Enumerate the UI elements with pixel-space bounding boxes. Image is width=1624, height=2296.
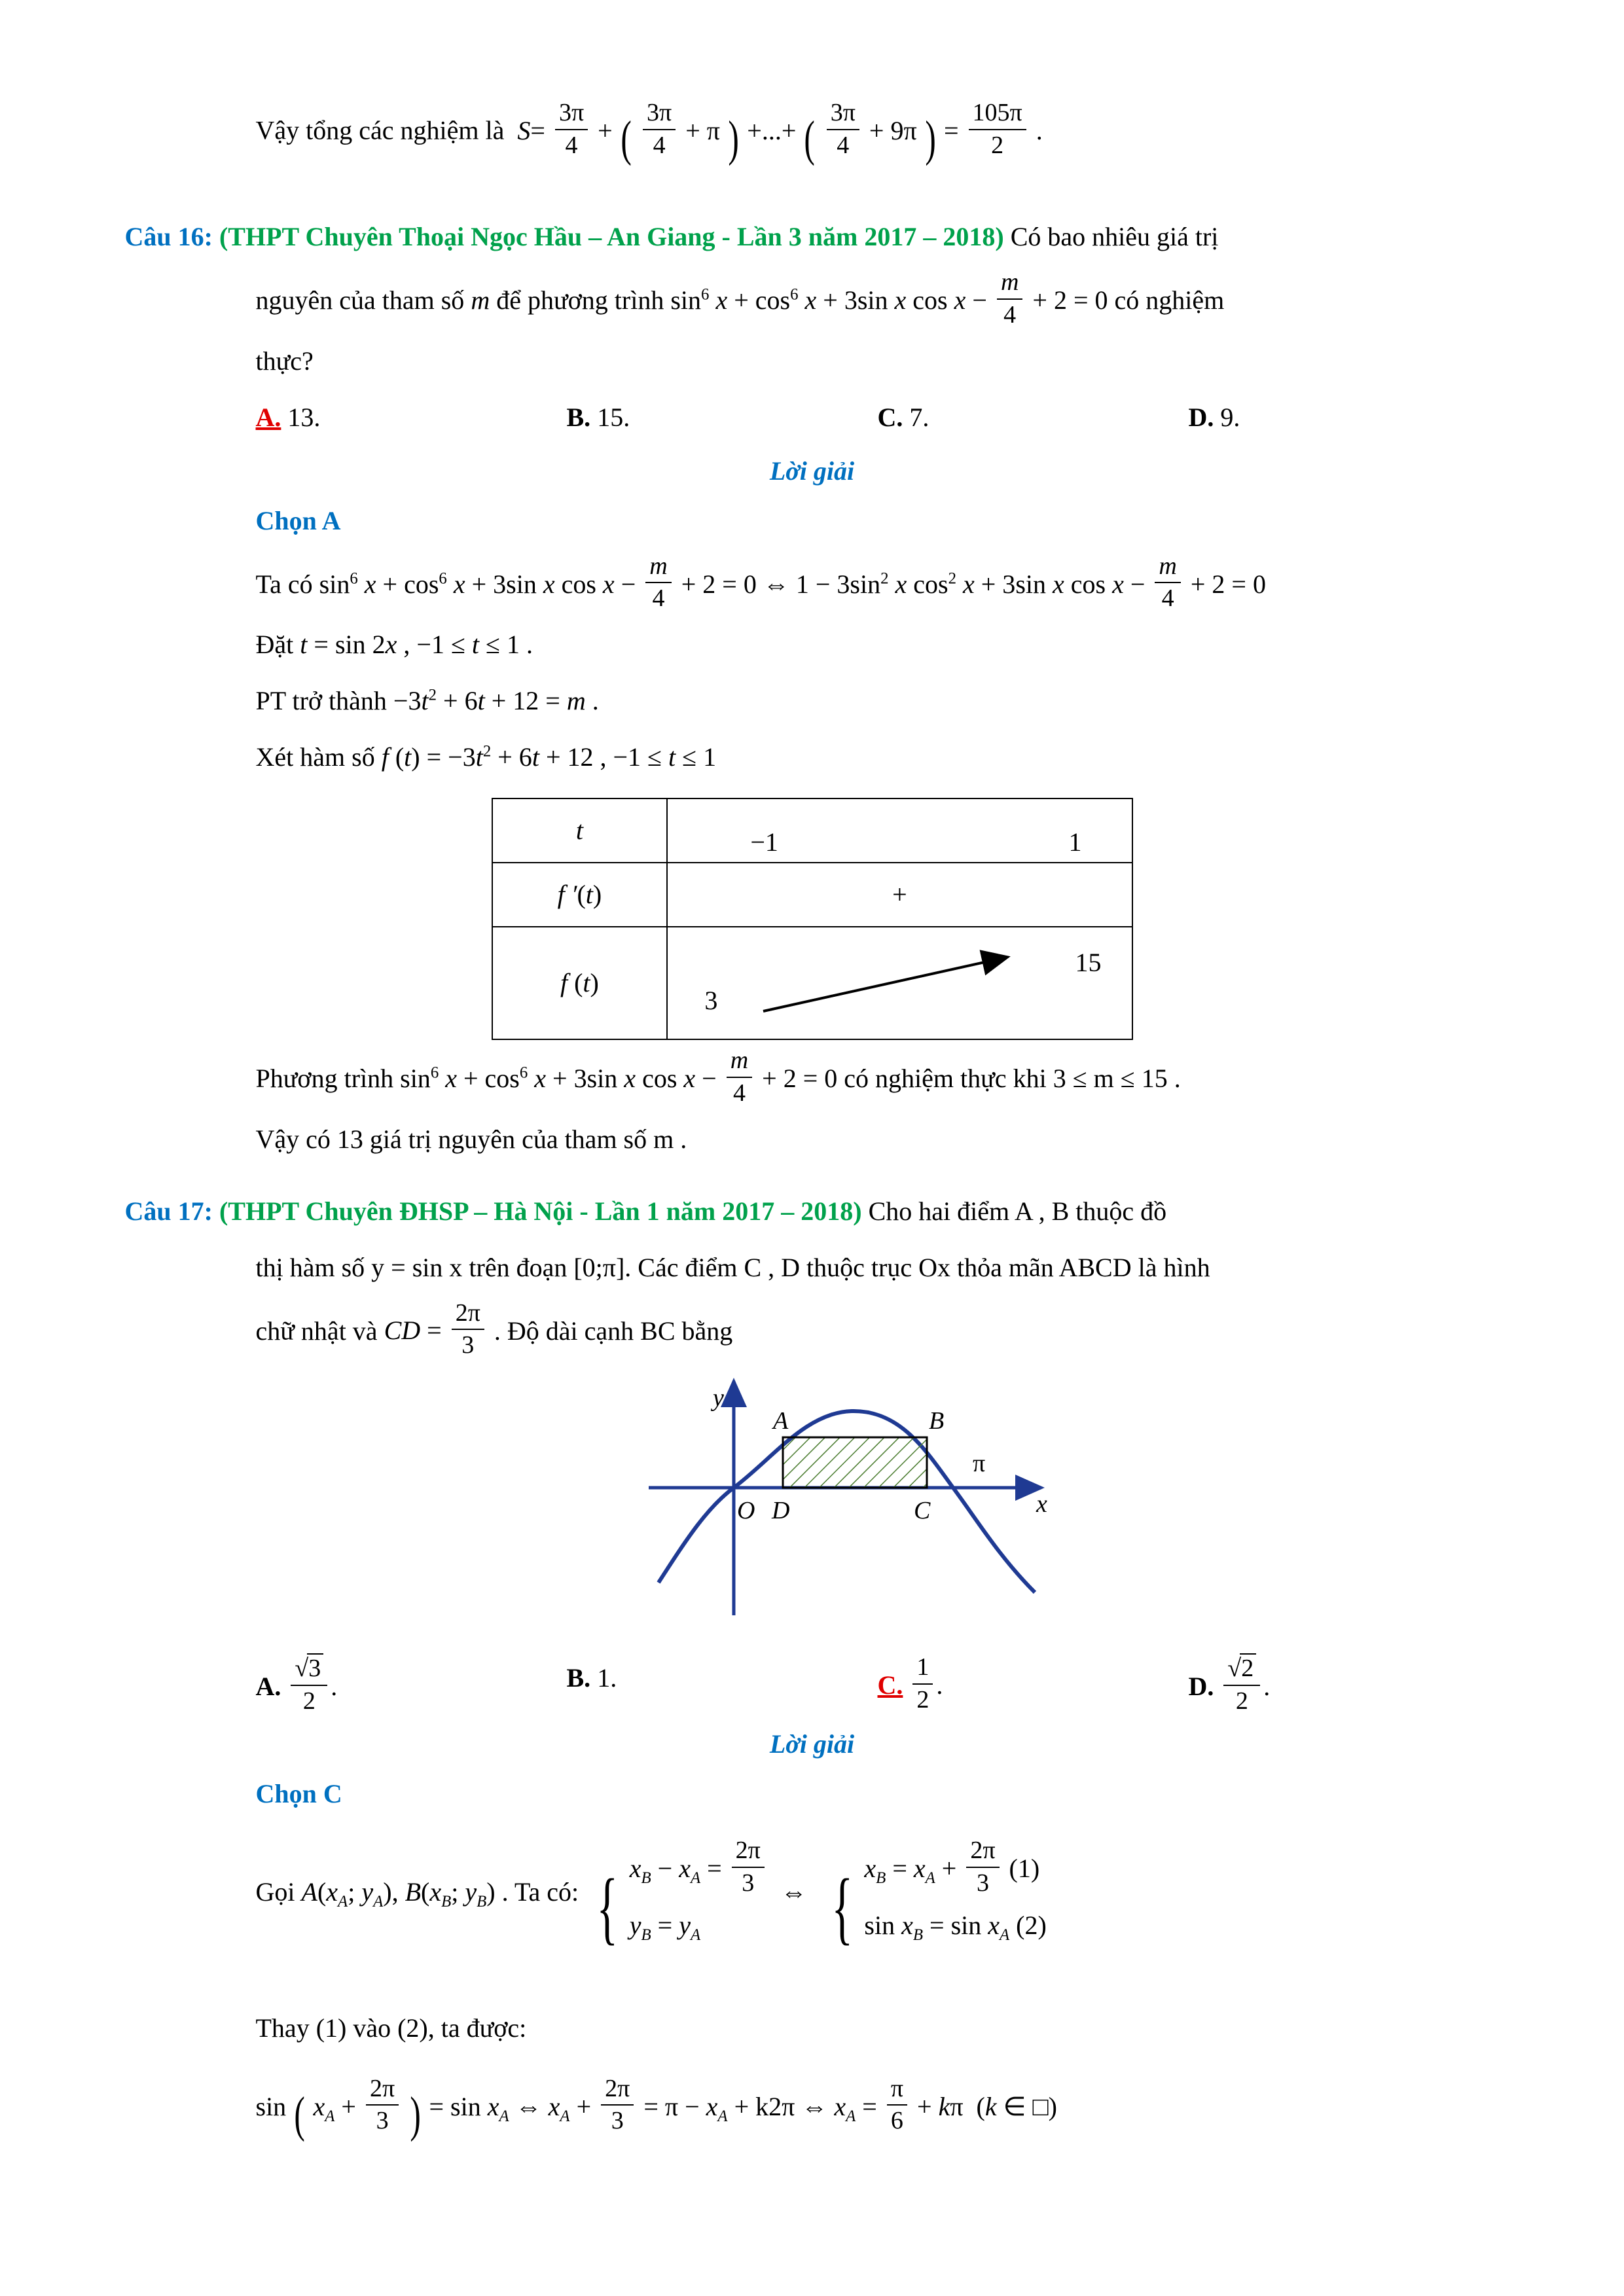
q17-line1: Gọi $A(x_A$; $y_A$), $B(x_B$; $y_B$) . Ta có: { $x_B - x_A$ = $\frac{2\pi}{3}$ $y_B = y_A$ ⇔ { $x_B = x_A$ + $\frac{2\pi}{3}$ (1) $\sin x_B = \sin x_A$ (2) xyxy=(256,1831,1500,1985)
top-formula: S= $\frac{3\pi}{4}$ + ( $\frac{3\pi}{4}$ + π ) +...+ ( $\frac{3\pi}{4}$ + 9π ) = $\frac{105\pi}{2}$ . xyxy=(511,98,1043,166)
page-content xyxy=(125,0,1500,2208)
q16-step1-left: $\sin^6 x + \cos^6 x + 3\sin$ x cos x − $\frac{m}{4}$ + 2 = 0 xyxy=(319,552,757,613)
q17-answer-d[interactable]: D. $\frac{√2}{2}$ . xyxy=(1188,1654,1271,1715)
q17-solution-heading: Lời giải xyxy=(769,1729,855,1759)
q17-system-right xyxy=(864,1837,1046,1952)
vartable-label-t: t xyxy=(492,798,668,863)
question-17-stem1: Cho hai điểm A , B thuộc đồ xyxy=(868,1196,1167,1226)
q17-system-right-1: $x_B = x_A$ + $\frac{2\pi}{3}$ (1) xyxy=(864,1837,1040,1897)
vartable-right-value: 1 xyxy=(1068,827,1082,857)
label-x: x xyxy=(1036,1490,1047,1518)
vartable-sign-row xyxy=(667,863,1132,927)
top-formula-line xyxy=(256,92,1500,186)
q16-conclusion-eq: $\sin^6 x + \cos^6 x + 3\sin$ x cos x − $\frac{m}{4}$ + 2 = 0 xyxy=(400,1047,838,1107)
q16-chosen: Chọn A xyxy=(255,505,341,535)
q17-system-left-2: $y_B = y_A$ xyxy=(629,1910,701,1944)
sine-figure-svg xyxy=(125,1367,1500,1641)
q17-answer-b-value: 1 xyxy=(597,1662,611,1693)
vartable-high-value: 15 xyxy=(1075,948,1102,978)
q16-stem-var: m xyxy=(471,285,490,315)
q16-answer-a[interactable]: A. 13. xyxy=(255,402,321,432)
q16-step4-text: Xét hàm số f $(t) = -3t^2 + 6t + 12$ , −1 ≤ t ≤ 1 xyxy=(255,742,717,772)
question-16-answers xyxy=(256,393,1500,442)
label-A: A xyxy=(772,1407,788,1435)
top-formula-prefix: Vậy tổng các nghiệm là xyxy=(255,115,505,145)
q17-answer-c[interactable]: C. $\frac{1}{2}$ . xyxy=(877,1653,943,1713)
q17-answer-a-value: $\frac{√3}{2}$ xyxy=(291,1653,327,1715)
q17-answer-a[interactable]: A. $\frac{√3}{2}$ . xyxy=(255,1654,338,1715)
q16-stem-mid: để phương trình xyxy=(496,285,664,315)
q16-answer-d[interactable]: D. 9. xyxy=(1188,402,1240,432)
question-16-stem xyxy=(125,212,1500,262)
q17-chosen: Chọn C xyxy=(255,1779,342,1809)
q17-line2: Thay (1) vào (2), ta được: xyxy=(255,2013,527,2043)
q16-step4 xyxy=(256,732,1500,782)
question-17-stem3 xyxy=(256,1299,1500,1360)
q17-line3 xyxy=(256,2068,1500,2162)
q16-answer-b-letter: B. xyxy=(566,402,591,432)
q17-stem3-post: . Độ dài cạnh BC bằng xyxy=(494,1316,733,1346)
vartable-variation-cell xyxy=(667,927,1132,1039)
q17-answer-b-letter: B. xyxy=(566,1662,591,1693)
q17-stem3-pre: chữ nhật và xyxy=(255,1316,378,1346)
question-16-number: Câu 16: xyxy=(124,222,213,252)
q16-step1-right: $1 - 3\sin^2$ x $\cos^2 x + 3\sin$ x cos x − $\frac{m}{4}$ + 2 = 0 xyxy=(795,552,1266,613)
q16-answer-a-letter: A. xyxy=(255,402,281,432)
label-D: D xyxy=(771,1496,789,1524)
q16-answer-d-value: 9 xyxy=(1220,402,1234,432)
question-16-stem-line3 xyxy=(256,336,1500,386)
question-16-source: (THPT Chuyên Thoại Ngọc Hầu – An Giang - Lần 3 năm 2017 – 2018) xyxy=(219,222,1004,252)
q16-step3-text: PT trở thành $-3t^2 + 6t + 12 = m$ . xyxy=(255,686,599,716)
q16-answer-b-value: 15 xyxy=(597,402,624,432)
q17-answer-c-value: $\frac{1}{2}$ xyxy=(912,1653,933,1714)
q16-conclusion-2: Vậy có 13 giá trị nguyên của tham số m . xyxy=(255,1124,687,1154)
vartable-label-fprime: f ′(t) xyxy=(492,863,668,927)
q16-answer-a-value: 13 xyxy=(287,402,314,432)
label-C: C xyxy=(913,1496,930,1524)
q17-answer-d-value: $\frac{√2}{2}$ xyxy=(1223,1653,1260,1715)
q16-step1-arrow: ⇔ xyxy=(763,569,789,599)
q17-answer-b[interactable]: B. 1. xyxy=(566,1662,617,1693)
q16-answer-c[interactable]: C. 7. xyxy=(877,402,929,432)
q16-answer-b[interactable]: B. 15. xyxy=(566,402,630,432)
q17-system-right-2: $\sin x_B = \sin x_A$ (2) xyxy=(864,1910,1047,1944)
q17-line1-post: . Ta có: xyxy=(501,1877,579,1907)
q16-step2 xyxy=(256,620,1500,670)
vartable-left-value: −1 xyxy=(750,827,778,857)
table-row xyxy=(492,798,1132,863)
q17-answer-c-letter: C. xyxy=(877,1670,903,1700)
label-O: O xyxy=(736,1496,755,1524)
question-17-source: (THPT Chuyên ĐHSP – Hà Nội - Lần 1 năm 2017 – 2018) xyxy=(219,1196,862,1226)
vartable-range xyxy=(667,798,1132,863)
vartable-sign: + xyxy=(892,880,907,910)
sine-curve-figure xyxy=(125,1367,1500,1641)
q16-stem-pre: nguyên của tham số xyxy=(255,285,465,315)
footer-space xyxy=(125,2168,1500,2208)
table-row xyxy=(492,927,1132,1039)
q16-step2-text: Đặt t = sin 2x , −1 ≤ t ≤ 1 . xyxy=(255,630,533,660)
label-B: B xyxy=(928,1407,944,1435)
increase-arrow-icon xyxy=(678,934,1136,1032)
table-row xyxy=(492,863,1132,927)
q16-step1 xyxy=(256,552,1500,613)
q17-line1-pre: Gọi xyxy=(255,1877,295,1907)
label-y: y xyxy=(712,1384,724,1412)
q17-answer-d-letter: D. xyxy=(1188,1671,1214,1701)
q17-system-left-1: $x_B - x_A$ = $\frac{2\pi}{3}$ xyxy=(630,1837,768,1897)
variation-table xyxy=(492,798,1133,1040)
q16-answer-c-letter: C. xyxy=(877,402,903,432)
q16-answer-d-letter: D. xyxy=(1188,402,1214,432)
question-17-answers xyxy=(256,1653,1500,1715)
q17-point-B: $B(x_B$; $y_B$) xyxy=(405,1877,496,1911)
question-17-stem xyxy=(125,1187,1500,1236)
vartable-low-value: 3 xyxy=(704,986,718,1016)
vartable-label-f: f (t) xyxy=(492,927,668,1039)
q16-answer-c-value: 7 xyxy=(909,402,923,432)
brace-left-icon: { xyxy=(596,1863,619,1953)
q16-conclusion-post: có nghiệm thực khi 3 ≤ m ≤ 15 . xyxy=(844,1063,1181,1093)
question-17-stem2: thị hàm số y = sin x trên đoạn [0;π]. Các điểm C , D thuộc trục Ox thỏa mãn ABCD là hình xyxy=(255,1252,1210,1282)
q16-conclusion-1 xyxy=(256,1047,1500,1107)
q17-stem3-eq: CD = $\frac{2\pi}{3}$ xyxy=(384,1316,494,1345)
q16-stem-post: có nghiệm xyxy=(1114,285,1225,315)
q16-solution-heading: Lời giải xyxy=(769,456,855,486)
label-pi: π xyxy=(972,1449,985,1477)
q16-stem-part3: thực? xyxy=(255,346,314,376)
question-17-number: Câu 17: xyxy=(124,1196,213,1226)
q17-equiv-symbol: ⇔ xyxy=(774,1877,814,1907)
q16-step1-pre: Ta có xyxy=(255,569,313,599)
q16-conclusion-pre: Phương trình xyxy=(255,1063,394,1093)
question-16-stem-part1: Có bao nhiêu giá trị xyxy=(1010,222,1219,252)
q17-point-A: $A(x_A$; $y_A$) xyxy=(301,1877,392,1911)
brace-right-icon: { xyxy=(831,1863,853,1953)
q17-final-equation: sin ( $x_A$ + $\frac{2\pi}{3}$ ) = $\sin x_A$ ⇔ $x_A$ + $\frac{2\pi}{3}$ = $\pi - x_A + k2\pi$ ⇔ $x_A$ = $\frac{\pi}{6}$ + kπ (k ∈ □) xyxy=(255,2074,1057,2142)
rectangle-abcd xyxy=(783,1437,927,1488)
q16-equation: $\sin^6 x + \cos^6 x + 3\sin$ x cos x − $\frac{m}{4}$ + 2 = 0 xyxy=(670,268,1108,329)
q17-answer-a-letter: A. xyxy=(255,1671,281,1701)
question-16-stem-line2 xyxy=(256,268,1500,329)
q16-step3 xyxy=(256,676,1500,726)
q17-system-left xyxy=(630,1837,768,1952)
